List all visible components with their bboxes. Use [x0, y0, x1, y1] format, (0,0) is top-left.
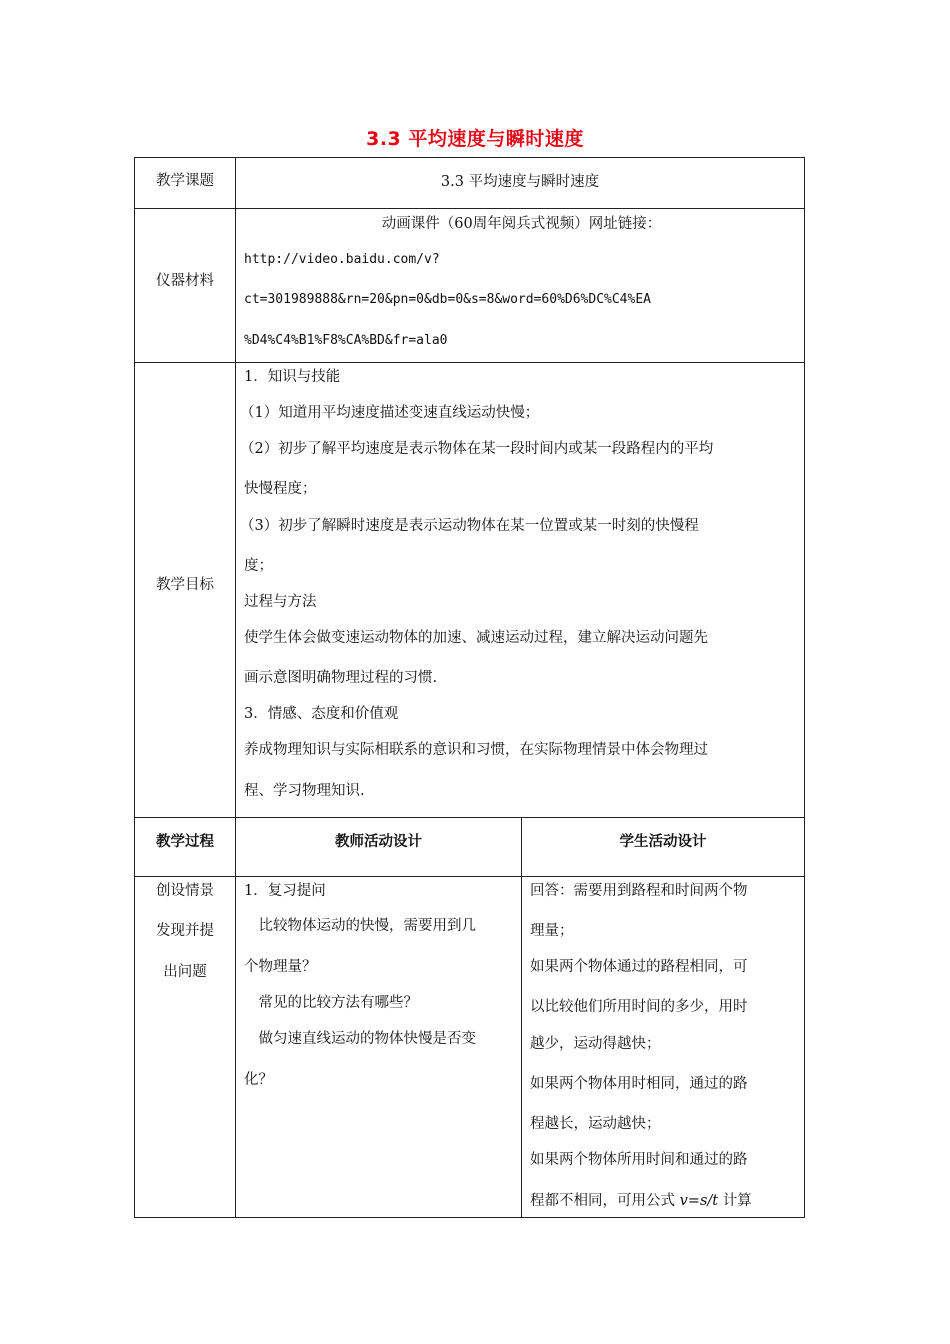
teacher-line: 个物理量？ [244, 959, 317, 975]
video-link-line[interactable]: http://video.baidu.com/v? [244, 252, 440, 267]
video-link-line[interactable]: %D4%C4%B1%F8%CA%BD&fr=ala0 [244, 333, 448, 348]
goals-line: 3．情感、态度和价值观 [244, 706, 399, 722]
student-line: 理量； [530, 923, 574, 939]
goals-label: 教学目标 [156, 577, 214, 593]
goals-line: 度； [244, 558, 273, 574]
student-line: 程越长，运动越快； [530, 1116, 661, 1132]
topic-value: 3.3 平均速度与瞬时速度 [440, 174, 600, 190]
teacher-line: 常见的比较方法有哪些？ [244, 995, 418, 1011]
goals-line: （3）初步了解瞬时速度是表示运动物体在某一位置或某一时刻的快慢程 [240, 518, 699, 534]
column-divider [521, 817, 522, 1218]
materials-label: 仪器材料 [156, 273, 214, 289]
goals-line: 养成物理知识与实际相联系的意识和习惯，在实际物理情景中体会物理过 [244, 742, 708, 758]
goals-line: 程、学习物理知识. [244, 783, 365, 799]
student-line: 回答：需要用到路程和时间两个物 [530, 883, 748, 899]
student-activity-header: 学生活动设计 [619, 834, 707, 850]
page-title: 3.3 平均速度与瞬时速度 [366, 128, 584, 150]
goals-line: 快慢程度； [244, 481, 317, 497]
topic-label: 教学课题 [156, 173, 214, 189]
formula-prefix: 程都不相同，可用公式 [530, 1193, 680, 1209]
teacher-activity [244, 877, 519, 1217]
goals-line: 过程与方法 [244, 594, 317, 610]
student-activity [530, 877, 800, 1217]
materials-content [244, 209, 799, 362]
teacher-line: 化？ [244, 1072, 273, 1088]
speed-formula: v=s/t [679, 1193, 719, 1209]
goals-line: 使学生体会做变速运动物体的加速、减速运动过程，建立解决运动问题先 [244, 630, 708, 646]
stage-label-line: 创设情景 [156, 883, 214, 899]
formula-suffix: 计算 [718, 1193, 752, 1209]
table-border-right [804, 157, 805, 1218]
teacher-activity-header: 教师活动设计 [335, 834, 422, 850]
stage-label-line: 发现并提 [156, 923, 214, 939]
stage-label [135, 877, 235, 1217]
student-line: 如果两个物体通过的路程相同，可 [530, 959, 748, 975]
teacher-line: 比较物体运动的快慢，需要用到几 [244, 918, 476, 934]
goals-line: （1）知道用平均速度描述变速直线运动快慢； [240, 405, 540, 421]
student-line: 越少，运动得越快； [530, 1036, 661, 1052]
lesson-plan-table [134, 157, 805, 1218]
materials-intro: 动画课件（60周年阅兵式视频）网址链接： [381, 216, 662, 232]
teacher-line: 做匀速直线运动的物体快慢是否变 [244, 1031, 476, 1047]
stage-label-line: 出问题 [163, 964, 207, 980]
column-divider [235, 157, 236, 1218]
goals-content [240, 363, 799, 817]
process-header: 教学过程 [156, 834, 214, 850]
student-line-formula [530, 1191, 752, 1211]
student-line: 如果两个物体用时相同，通过的路 [530, 1076, 748, 1092]
teacher-line: 1．复习提问 [244, 883, 326, 899]
student-line: 如果两个物体所用时间和通过的路 [530, 1152, 748, 1168]
goals-line: 画示意图明确物理过程的习惯. [244, 670, 438, 686]
video-link-line[interactable]: ct=301989888&rn=20&pn=0&db=0&s=8&word=60%D6%DC%C4%EA [244, 292, 651, 307]
student-line: 以比较他们所用时间的多少，用时 [530, 999, 748, 1015]
goals-line: （2）初步了解平均速度是表示物体在某一段时间内或某一段路程内的平均 [240, 441, 714, 457]
goals-line: 1．知识与技能 [244, 369, 341, 385]
